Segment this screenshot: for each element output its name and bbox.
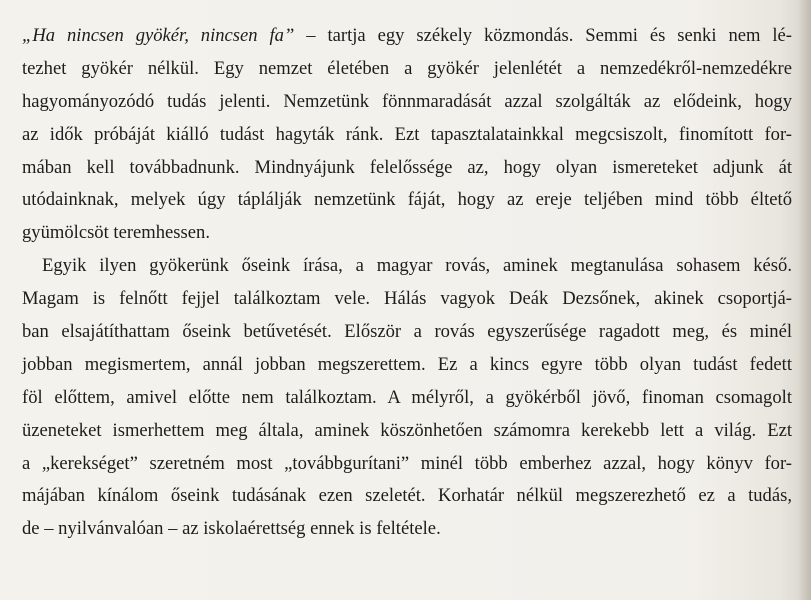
line-rest: tartja egy székely közmondás. Semmi és senki nem lé- — [327, 25, 792, 46]
body-text — [22, 20, 792, 546]
text-line: föl előttem, amivel előtte nem találkoztam. A mélyről, a gyökérből jövő, finoman csomagolt — [22, 386, 792, 408]
text-line: ban elsajátíthattam őseink betűvetését. Először a rovás egyszerűsége ragadott meg, és minél — [22, 321, 792, 343]
text-line: gyümölcsöt teremhessen. — [22, 222, 210, 244]
text-line: üzeneteket ismerhettem meg általa, aminek köszönhetően számomra kerekebb lett a világ. Ezt — [22, 419, 792, 441]
text-line: jobban megismertem, annál jobban megszerettem. Ez a kincs egyre több olyan tudást fedett — [22, 353, 792, 375]
text-line: az idők próbáját kiálló tudást hagyták ránk. Ezt tapasztalatainkkal megcsiszolt, finomított for- — [22, 123, 792, 145]
text-line: Egyik ilyen gyökerünk őseink írása, a magyar rovás, aminek megtanulása sohasem késő. — [42, 255, 792, 277]
text-line: hagyományozódó tudás jelenti. Nemzetünk fönnmaradását azzal szolgálták az elődeink, hogy — [22, 90, 792, 112]
text-line: de – nyilvánvalóan – az iskolaérettség ennek is feltétele. — [22, 518, 441, 540]
text-line — [22, 20, 792, 53]
text-line: tezhet gyökér nélkül. Egy nemzet életében a gyökér jelenlétét a nemzedékről-nemzedékre — [22, 57, 792, 79]
text-line: utódainknak, melyek úgy táplálják nemzetünk fáját, hogy az ereje teljében mind több éltető — [22, 189, 792, 211]
text-line: Magam is felnőtt fejjel találkoztam vele. Hálás vagyok Deák Dezsőnek, akinek csoportjá- — [22, 288, 792, 310]
proverb-quote: „Ha nincsen gyökér, nincsen fa” – — [22, 25, 316, 46]
text-line: a „kerekséget” szeretném most „továbbgurítani” minél több emberhez azzal, hogy könyv for- — [22, 452, 792, 474]
text-line: mában kell továbbadnunk. Mindnyájunk felelőssége az, hogy olyan ismereteket adjunk át — [22, 156, 792, 178]
page-edge-shadow — [797, 0, 811, 600]
text-line: májában kínálom őseink tudásának ezen szeletét. Korhatár nélkül megszerezhető ez a tudás, — [22, 485, 792, 507]
